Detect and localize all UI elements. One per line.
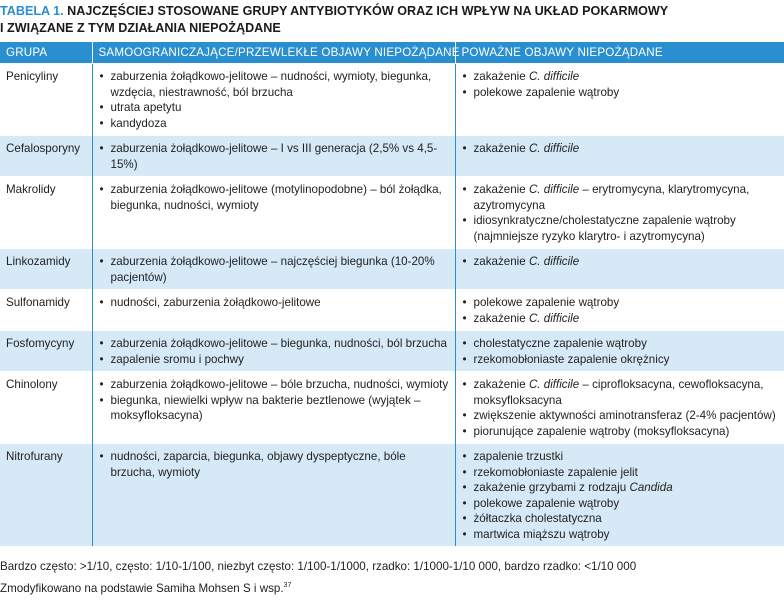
source-note (0, 582, 784, 595)
effect-text: zakażenie grzybami z rodzaju (473, 481, 630, 494)
list-item: • utrata apetytu (99, 100, 449, 116)
group-name: Fosfomycyny (0, 331, 92, 372)
table-row (0, 331, 784, 372)
mild-effects-cell (92, 331, 455, 372)
list-item (462, 527, 779, 543)
group-name: Cefalosporyny (0, 136, 92, 177)
severe-effects-cell (455, 136, 784, 177)
list-item (462, 141, 779, 157)
list-item (462, 295, 779, 311)
effect-text: cholestatyczne zapalenie wątroby (473, 337, 647, 350)
effect-text-suffix: – ciprofloksacyna, cewofloksacyna, moksyfloksacyna (473, 378, 764, 407)
header-severe-effects: POWAŻNE OBJAWY NIEPOŻĄDANE (455, 42, 784, 64)
table-body (0, 64, 784, 547)
list-item (462, 496, 779, 512)
mild-effects-cell (92, 444, 455, 547)
severe-effects-cell (455, 444, 784, 547)
severe-effects-cell (455, 177, 784, 249)
mild-effects-cell (92, 372, 455, 444)
list-item: • zapalenie sromu i pochwy (99, 352, 449, 368)
effect-text: zakażenie (473, 311, 529, 325)
list-item (462, 85, 779, 101)
severe-effects-cell (455, 64, 784, 136)
effect-text: rzekomobłoniaste zapalenie jelit (473, 465, 638, 479)
effect-text: zakażenie (473, 142, 529, 155)
severe-effects-list (462, 449, 779, 542)
caption-line-2: I ZWIĄZANE Z TYM DZIAŁANIA NIEPOŻĄDANE (0, 21, 281, 35)
severe-effects-cell (455, 331, 784, 372)
mild-effects-list (99, 336, 449, 367)
effect-text: idiosynkratyczne/cholestatyczne zapalenie wątroby (najmniejsze ryzyko klarytro- i azytromycyna) (473, 214, 736, 243)
list-item: • biegunka, niewielki wpływ na bakterie beztlenowe (wyjątek – moksyfloksacyna) (99, 393, 449, 424)
mild-effects-cell (92, 249, 455, 290)
mild-effects-list (99, 449, 449, 480)
list-item (462, 480, 779, 496)
table-row (0, 444, 784, 547)
caption-label: TABELA 1. (0, 4, 64, 18)
table-row (0, 249, 784, 290)
header-mild-effects: SAMOOGRANICZAJĄCE/PRZEWLEKŁE OBJAWY NIEPOŻĄDANE (92, 42, 455, 64)
table-row (0, 290, 784, 331)
effect-text: zakażenie (473, 70, 529, 83)
list-item (462, 254, 779, 270)
list-item (462, 465, 779, 481)
list-item (462, 213, 779, 244)
group-name: Makrolidy (0, 177, 92, 249)
mild-effects-list (99, 295, 449, 311)
list-item: • zaburzenia żołądkowo-jelitowe (motylinopodobne) – ból żołądka, biegunka, nudności, wymioty (99, 182, 449, 213)
list-item: • zaburzenia żołądkowo-jelitowe – najczęściej biegunka (10-20% pacjentów) (99, 254, 449, 285)
effect-text: żółtaczka cholestatyczna (473, 512, 602, 525)
effect-text: polekowe zapalenie wątroby (473, 296, 620, 309)
mild-effects-cell (92, 290, 455, 331)
list-item: • nudności, zaparcia, biegunka, objawy dyspeptyczne, bóle brzucha, wymioty (99, 449, 449, 480)
effect-text: polekowe zapalenie wątroby (473, 496, 620, 510)
mild-effects-list (99, 254, 449, 285)
mild-effects-cell (92, 136, 455, 177)
group-name: Penicyliny (0, 64, 92, 136)
list-item (462, 352, 779, 368)
severe-effects-list (462, 295, 779, 326)
list-item: • nudności, zaburzenia żołądkowo-jelitowe (99, 295, 449, 311)
pathogen-name: C. difficile (528, 311, 580, 325)
header-group: GRUPA (0, 42, 92, 64)
table-row (0, 136, 784, 177)
list-item: • zaburzenia żołądkowo-jelitowe – nudności, wymioty, biegunka, wzdęcia, niestrawność, ból brzucha (99, 69, 449, 100)
mild-effects-list (99, 182, 449, 213)
list-item (462, 311, 779, 327)
table-row (0, 177, 784, 249)
list-item (462, 408, 779, 424)
pathogen-name: C. difficile (528, 142, 580, 155)
effect-text: piorunujące zapalenie wątroby (moksyfloksacyna) (473, 424, 730, 438)
severe-effects-cell (455, 372, 784, 444)
effect-text: zakażenie (473, 255, 529, 268)
severe-effects-list (462, 254, 779, 270)
mild-effects-cell (92, 64, 455, 136)
frequency-note: Bardzo często: >1/10, często: 1/10-1/100, niezbyt często: 1/100-1/1000, rzadko: 1/1000-1/10 000, bardzo rzadko: <1/10 000 (0, 560, 637, 573)
list-item (462, 449, 779, 465)
table-row (0, 64, 784, 136)
effect-text: zapalenie trzustki (473, 450, 564, 463)
effect-text: rzekomobłoniaste zapalenie okrężnicy (473, 352, 670, 366)
list-item (462, 182, 779, 213)
pathogen-name: C. difficile (528, 70, 580, 83)
effect-text: zakażenie (473, 183, 529, 196)
list-item: • zaburzenia żołądkowo-jelitowe – bóle brzucha, nudności, wymioty (99, 377, 449, 393)
table-row (0, 372, 784, 444)
severe-effects-cell (455, 249, 784, 290)
table-caption (0, 3, 784, 37)
list-item (462, 511, 779, 527)
severe-effects-list (462, 377, 779, 439)
source-reference: 37 (283, 582, 292, 590)
table-header-row (0, 42, 784, 64)
list-item (462, 377, 779, 408)
pathogen-name: C. difficile (528, 255, 580, 268)
group-name: Sulfonamidy (0, 290, 92, 331)
group-name: Nitrofurany (0, 444, 92, 547)
antibiotics-table (0, 42, 784, 546)
effect-text: zakażenie (473, 378, 529, 391)
mild-effects-list (99, 377, 449, 424)
severe-effects-list (462, 69, 779, 100)
effect-text: polekowe zapalenie wątroby (473, 85, 620, 99)
mild-effects-list (99, 141, 449, 172)
effect-text: martwica miąższu wątroby (473, 527, 610, 541)
source-text: Zmodyfikowano na podstawie Samiha Mohsen S i wsp. (0, 582, 284, 595)
list-item (462, 336, 779, 352)
pathogen-name: Candida (629, 481, 673, 494)
list-item: • zaburzenia żołądkowo-jelitowe – I vs III generacja (2,5% vs 4,5-15%) (99, 141, 449, 172)
effect-text: zwiększenie aktywności aminotransferaz (2-4% pacjentów) (473, 409, 776, 422)
list-item: • kandydoza (99, 116, 449, 132)
group-name: Linkozamidy (0, 249, 92, 290)
severe-effects-list (462, 336, 779, 367)
severe-effects-list (462, 141, 779, 157)
mild-effects-cell (92, 177, 455, 249)
severe-effects-list (462, 182, 779, 244)
list-item (462, 69, 779, 85)
list-item (462, 424, 779, 440)
mild-effects-list (99, 69, 449, 131)
group-name: Chinolony (0, 372, 92, 444)
effect-text-suffix: – erytromycyna, klarytromycyna, azytromycyna (473, 183, 750, 212)
pathogen-name: C. difficile (528, 378, 580, 391)
pathogen-name: C. difficile (528, 183, 580, 196)
list-item: • zaburzenia żołądkowo-jelitowe – biegunka, nudności, ból brzucha (99, 336, 449, 352)
caption-line-1: NAJCZĘŚCIEJ STOSOWANE GRUPY ANTYBIOTYKÓW ORAZ ICH WPŁYW NA UKŁAD POKARMOWY (67, 4, 669, 18)
severe-effects-cell (455, 290, 784, 331)
